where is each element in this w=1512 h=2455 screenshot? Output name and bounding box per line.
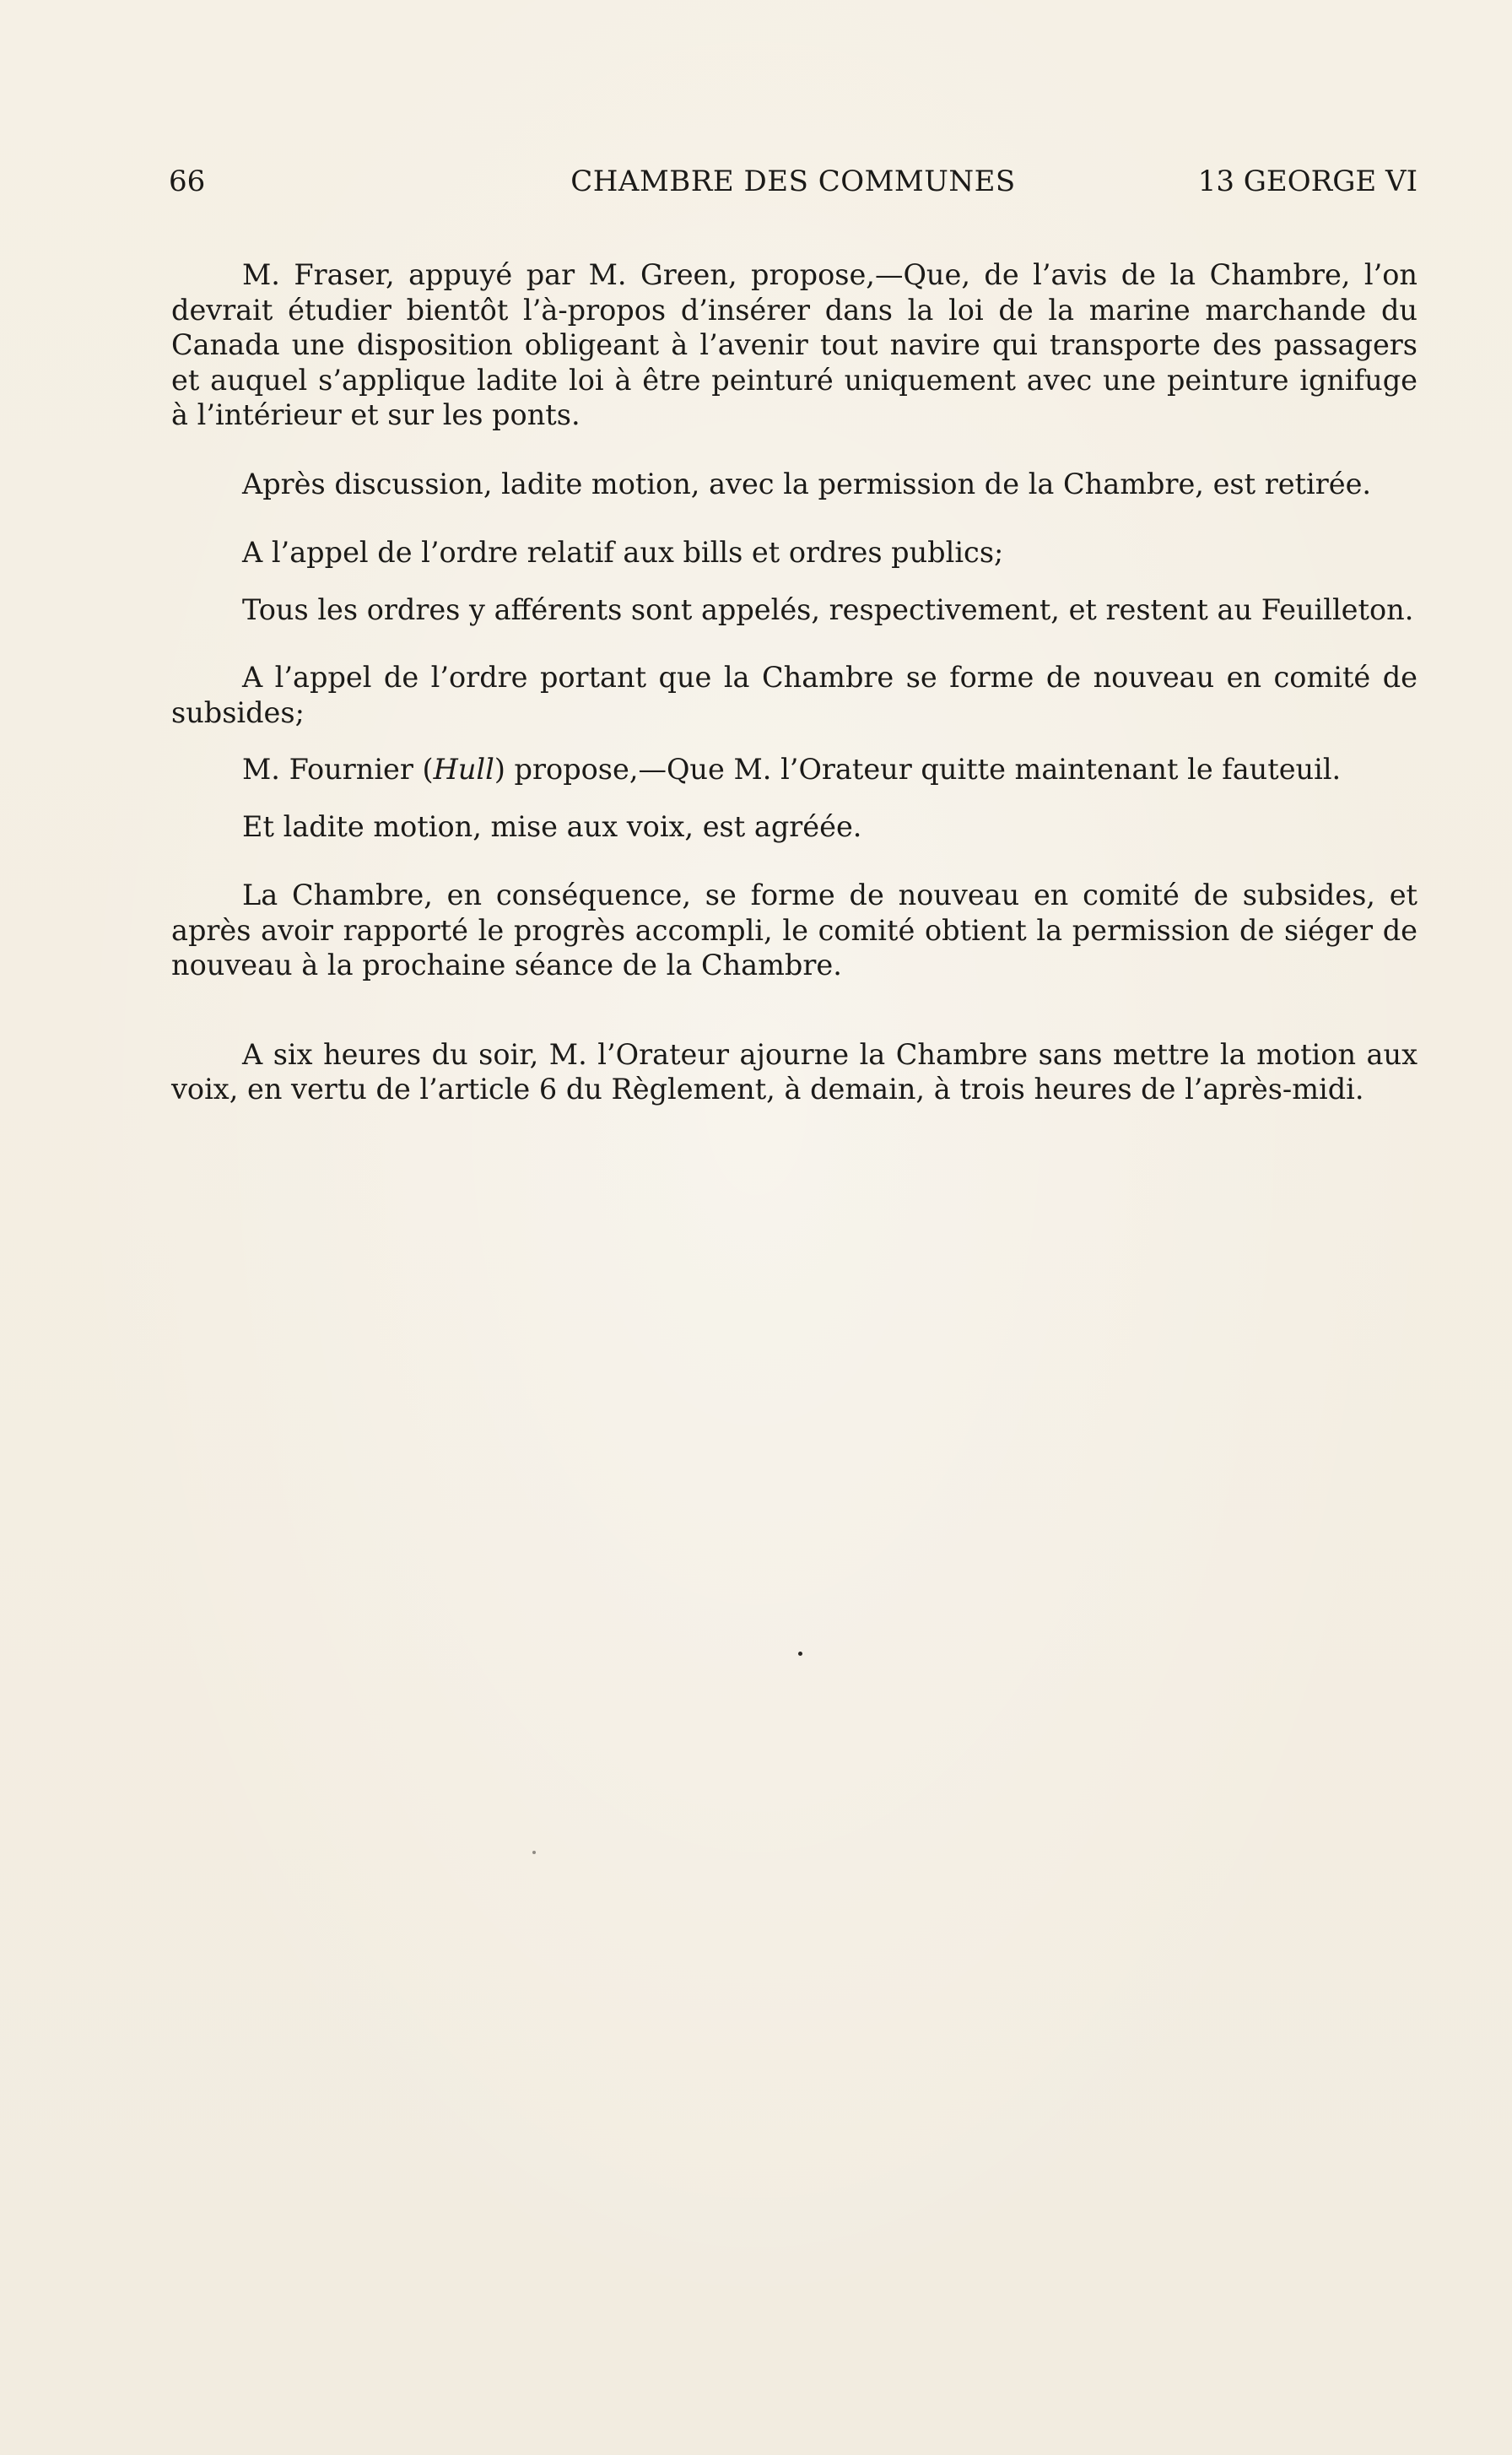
running-header	[169, 165, 1418, 203]
paragraph-fournier-motion	[171, 752, 1418, 787]
paragraph-supply-order-call: A l’appel de l’ordre portant que la Chambre se forme de nouveau en comité de subsides;	[171, 661, 1418, 729]
print-speck	[798, 1652, 802, 1656]
paragraph-committee-of-supply: La Chambre, en conséquence, se forme de nouveau en comité de subsides, et après avoir rapporté le progrès accompli, le comité obtient la permission de siéger de nouveau à la prochaine séance de la Chambre.	[171, 879, 1418, 981]
paragraph-adjournment: A six heures du soir, M. l’Orateur ajourne la Chambre sans mettre la motion aux voix, en vertu de l’article 6 du Règlement, à demain, à trois heures de l’après-midi.	[171, 1037, 1418, 1106]
fournier-rest: ) propose,—Que M. l’Orateur quitte maintenant le fauteuil.	[494, 753, 1342, 786]
paragraph-public-bills-call: A l’appel de l’ordre relatif aux bills et ordres publics;	[242, 536, 1004, 569]
fournier-riding: Hull	[433, 753, 494, 786]
fournier-lead: M. Fournier (	[242, 753, 434, 786]
regnal-year: 13 GEORGE VI	[1197, 165, 1418, 198]
paragraph-motion-agreed: Et ladite motion, mise aux voix, est agréée.	[242, 809, 862, 843]
paragraph-fraser-motion: M. Fraser, appuyé par M. Green, propose,—Que, de l’avis de la Chambre, l’on devrait étudier bientôt l’à-propos d’insérer dans la loi de la marine marchande du Canada une disposition obligeant à l’avenir tout navire qui transporte des passagers et auquel s’applique ladite loi à être peinturé uniquement avec une peinture ignifuge à l’intérieur et sur les ponts.	[171, 258, 1418, 431]
paragraph-orders-stand: Tous les ordres y afférents sont appelés, respectivement, et restent au Feuilleton.	[242, 592, 1414, 626]
print-speck	[532, 1851, 536, 1854]
journal-body	[171, 257, 1418, 1107]
journal-title: CHAMBRE DES COMMUNES	[570, 165, 1016, 198]
paragraph-motion-withdrawn: Après discussion, ladite motion, avec la permission de la Chambre, est retirée.	[242, 467, 1372, 500]
page-number: 66	[169, 165, 206, 198]
